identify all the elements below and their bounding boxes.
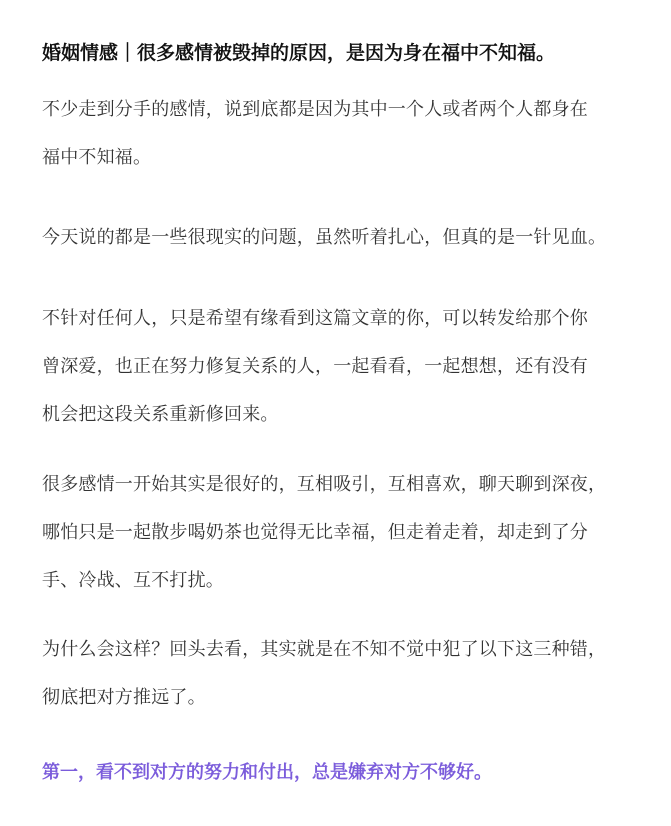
paragraph-line: 今天说的都是一些很现实的问题，虽然听着扎心，但真的是一针见血。 <box>42 227 607 248</box>
paragraph-purpose <box>42 295 632 439</box>
paragraph-line: 为什么会这样？回头去看，其实就是在不知不觉中犯了以下这三种错， <box>42 639 607 660</box>
paragraph-intro <box>42 86 632 182</box>
paragraph-beginning <box>42 461 632 605</box>
section-heading-first: 第一，看不到对方的努力和付出，总是嫌弃对方不够好。 <box>42 762 492 783</box>
paragraph-line: 福中不知福。 <box>42 147 152 168</box>
paragraph-line: 曾深爱，也正在努力修复关系的人，一起看看，一起想想，还有没有 <box>42 356 588 377</box>
paragraph-line: 手、冷战、互不打扰。 <box>42 570 224 591</box>
article-title: 婚姻情感｜很多感情被毁掉的原因，是因为身在福中不知福。 <box>42 42 556 64</box>
paragraph-line: 哪怕只是一起散步喝奶茶也觉得无比幸福，但走着走着，却走到了分 <box>42 522 588 543</box>
paragraph-line: 彻底把对方推远了。 <box>42 687 206 708</box>
paragraph-line: 不针对任何人，只是希望有缘看到这篇文章的你，可以转发给那个你 <box>42 308 588 329</box>
paragraph-line: 很多感情一开始其实是很好的，互相吸引，互相喜欢，聊天聊到深夜， <box>42 474 607 495</box>
paragraph-why <box>42 626 632 722</box>
paragraph-line: 机会把这段关系重新修回来。 <box>42 404 279 425</box>
paragraph-reality <box>42 214 632 262</box>
paragraph-line: 不少走到分手的感情，说到底都是因为其中一个人或者两个人都身在 <box>42 99 588 120</box>
